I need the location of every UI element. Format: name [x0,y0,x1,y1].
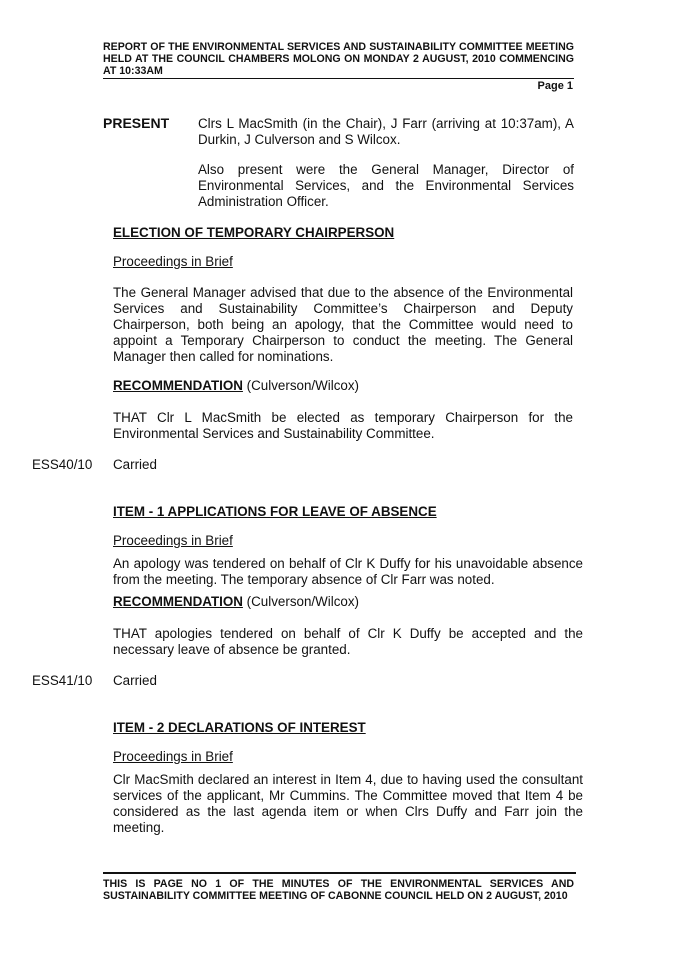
resolution-number: ESS41/10 [32,673,93,688]
election-recommendation-line [113,378,359,394]
recommendation-label: RECOMMENDATION [113,594,243,609]
item2-heading: ITEM - 2 DECLARATIONS OF INTEREST [113,720,366,735]
election-proceedings-label: Proceedings in Brief [113,254,233,269]
item1-recommendation: THAT apologies tendered on behalf of Clr K Duffy be accepted and the necessary leave of absence be granted. [113,626,583,657]
page-number: Page 1 [537,80,573,92]
footer-rule [103,872,576,874]
election-recommendation: THAT Clr L MacSmith be elected as temporary Chairperson for the Environmental Services and Sustainability Committee. [113,410,573,441]
item2-proceedings: Clr MacSmith declared an interest in Item 4, due to having used the consultant services of the applicant, Mr Cummins. The Committee moved that Item 4 be considered as the last agenda item or when Clrs Duffy and Farr join the meeting. [113,772,583,835]
recommendation-movers: (Culverson/Wilcox) [246,378,360,393]
recommendation-label: RECOMMENDATION [113,378,243,393]
item1-heading: ITEM - 1 APPLICATIONS FOR LEAVE OF ABSENCE [113,504,437,519]
report-header: REPORT OF THE ENVIRONMENTAL SERVICES AND SUSTAINABILITY COMMITTEE MEETING HELD AT THE COUNCIL CHAMBERS MOLONG ON MONDAY 2 AUGUST, 2010 COMMENCING AT 10:33AM [103,41,574,78]
election-proceedings: The General Manager advised that due to the absence of the Environmental Services and Sustainability Committee’s Chairperson and Deputy Chairperson, both being an apology, that the Committee would need to appoint a Temporary Chairperson to conduct the meeting. The General Manager then called for nominations. [113,285,573,364]
election-heading: ELECTION OF TEMPORARY CHAIRPERSON [113,225,395,240]
resolution-status: Carried [113,673,157,688]
item1-recommendation-line [113,594,359,610]
item1-proceedings: An apology was tendered on behalf of Clr K Duffy for his unavoidable absence from the meeting. The temporary absence of Clr Farr was noted. [113,556,583,587]
recommendation-movers: (Culverson/Wilcox) [246,594,360,609]
item1-proceedings-label: Proceedings in Brief [113,533,233,548]
item2-proceedings-label: Proceedings in Brief [113,749,233,764]
page-footer: THIS IS PAGE NO 1 OF THE MINUTES OF THE ENVIRONMENTAL SERVICES AND SUSTAINABILITY COMMITTEE MEETING OF CABONNE COUNCIL HELD ON 2 AUGUST, 2010 [103,878,574,903]
present-staff: Also present were the General Manager, Director of Environmental Services, and the Environmental Services Administration Officer. [198,162,574,209]
resolution-number: ESS40/10 [32,457,93,472]
header-rule [103,78,574,79]
present-label: PRESENT [103,115,170,131]
present-councillors: Clrs L MacSmith (in the Chair), J Farr (arriving at 10:37am), A Durkin, J Culverson and S Wilcox. [198,116,574,147]
resolution-status: Carried [113,457,157,472]
